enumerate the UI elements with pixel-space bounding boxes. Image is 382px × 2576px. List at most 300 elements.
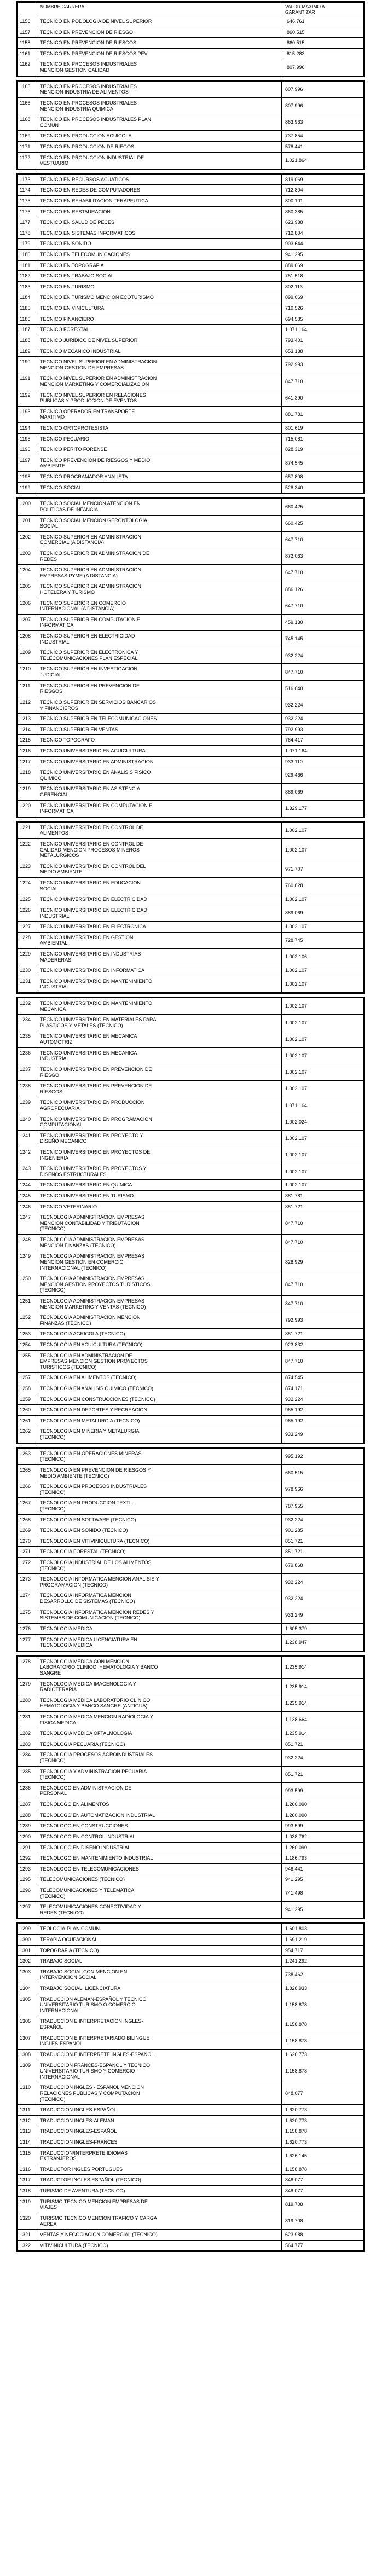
- career-name-text: TECNICO UNIVERSITARIO EN GESTION AMBIENTAL: [40, 934, 134, 946]
- table-row: [18, 131, 364, 142]
- table-row: [18, 1201, 364, 1212]
- table-row: [18, 1536, 364, 1547]
- career-name-text: TECNICO EN REHABILITACION TERAPEUTICA: [40, 198, 148, 204]
- career-name-text: TECNOLOGIA EN DEPORTES Y RECREACION: [40, 1407, 148, 1413]
- career-value-cell: 932.224: [282, 1394, 364, 1405]
- table-row: [18, 1842, 364, 1853]
- table-row: [18, 581, 364, 598]
- career-name-cell: [38, 1678, 282, 1695]
- career-code-cell: 1192: [18, 390, 38, 406]
- table-row: [18, 16, 364, 27]
- career-name-text: TRABAJO SOCIAL: [40, 1958, 83, 1964]
- career-name-text: TECNICO FINANCIERO: [40, 316, 94, 322]
- table-row: [18, 1863, 364, 1874]
- table-row: [18, 1405, 364, 1416]
- career-name-text: TECNICO VETERINARIO: [40, 1203, 97, 1209]
- career-code-cell: 1301: [18, 1945, 38, 1956]
- career-code-cell: 1258: [18, 1383, 38, 1394]
- career-name-text: TECNICO NIVEL SUPERIOR EN ADMINISTRACION MENCION GESTION DE EMPRESAS: [40, 359, 157, 371]
- career-value-cell: 995.192: [282, 1448, 364, 1464]
- career-name-text: TECNICO SUPERIOR EN COMERCIO INTERNACIONAL (A DISTANCIA): [40, 600, 126, 612]
- career-name-cell: [38, 1235, 282, 1251]
- career-code-cell: 1208: [18, 631, 38, 647]
- career-value-cell: 745.145: [282, 631, 364, 647]
- table-row: [18, 680, 364, 697]
- career-value-cell: 932.224: [282, 714, 364, 725]
- career-name-cell: [38, 1405, 282, 1416]
- career-name-cell: [38, 1750, 282, 1766]
- career-name-text: TURISMO TECNICO MENCION TRAFICO Y CARGA AEREA: [40, 2215, 157, 2227]
- career-name-text: TECNICO SUPERIOR EN ADMINISTRACION EMPRESAS PYME (A DISTANCIA): [40, 567, 142, 578]
- table-row: [18, 1340, 364, 1351]
- table-row: [18, 444, 364, 455]
- career-code-cell: 1197: [18, 455, 38, 471]
- career-name-cell: [38, 1251, 282, 1273]
- table-row: [18, 1623, 364, 1634]
- career-code-cell: 1306: [18, 2016, 38, 2033]
- career-value-cell: 1.002.107: [282, 1031, 364, 1047]
- career-value-cell: 847.710: [282, 1350, 364, 1373]
- career-name-text: TECNOLOGO EN AUTOMATIZACION INDUSTRIAL: [40, 1812, 155, 1818]
- career-name-text: TECNOLOGO EN ADMINISTRACION DE PERSONAL: [40, 1785, 132, 1797]
- career-name-cell: [38, 335, 282, 346]
- career-name-cell: [38, 1536, 282, 1547]
- career-value-cell: 1.601.803: [282, 1924, 364, 1935]
- table-row: [18, 1558, 364, 1574]
- career-name-text: TECNICO EN PRODUCCION INDUSTRIAL DE VESTUARIO: [40, 154, 144, 166]
- career-code-cell: 1188: [18, 335, 38, 346]
- table-row: [18, 745, 364, 756]
- career-name-cell: [38, 1448, 282, 1464]
- table-row: [18, 2164, 364, 2175]
- career-name-cell: [38, 206, 282, 217]
- career-name-cell: [38, 1383, 282, 1394]
- career-name-text: TELECOMUNICACIONES,CONECTIVIDAD Y REDES (TECNICO): [40, 1904, 141, 1915]
- career-name-text: TECNOLOGO EN ALIMENTOS: [40, 1802, 109, 1808]
- section-table: [18, 174, 364, 494]
- career-name-cell: [38, 1885, 282, 1901]
- career-value-cell: 1.235.914: [282, 1695, 364, 1711]
- career-name-text: TECNOLOGIA INFORMATICA MENCION DESARROLLO DE SISTEMAS (TECNICO): [40, 1593, 135, 1605]
- career-code-cell: 1224: [18, 878, 38, 894]
- table-row: [18, 196, 364, 207]
- career-code-cell: 1176: [18, 206, 38, 217]
- career-name-cell: [38, 1514, 282, 1525]
- career-name-text: TECNOLOGIA MEDICA: [40, 1625, 93, 1631]
- career-code-cell: 1317: [18, 2175, 38, 2186]
- career-code-cell: 1309: [18, 2060, 38, 2082]
- career-name-cell: [38, 346, 282, 357]
- career-value-cell: 641.390: [282, 390, 364, 406]
- career-name-text: TECNICO OPERADOR EN TRANSPORTE MARITIMO: [40, 408, 135, 420]
- career-name-text: TECNOLOGIA EN ADMINISTRACION DE EMPRESAS MENCION GESTION PROYECTOS TURISTICOS (TECNICO): [40, 1352, 148, 1370]
- career-name-cell: [38, 1656, 282, 1678]
- career-name-text: TECNICO EN TURISMO: [40, 283, 95, 290]
- table-row: [18, 423, 364, 434]
- career-value-cell: 993.599: [282, 1821, 364, 1832]
- career-code-cell: 1286: [18, 1782, 38, 1799]
- career-name-text: TECNICO SUPERIOR EN ADMINISTRACION COMERCIAL (A DISTANCIA): [40, 534, 142, 546]
- career-name-text: TECNOLOGIA ADMINISTRACION EMPRESAS MENCION FINANZAS (TECNICO): [40, 1237, 145, 1248]
- career-name-cell: [38, 1728, 282, 1739]
- career-name-text: TRADUCCION E INTERPRETARIADO BILINGUE INGLES-ESPAÑOL: [40, 2035, 150, 2047]
- career-value-cell: 764.417: [282, 735, 364, 746]
- career-name-text: TECNOLOGIA PECUARIA (TECNICO): [40, 1741, 125, 1747]
- career-code-cell: 1308: [18, 2049, 38, 2060]
- career-name-cell: [38, 664, 282, 680]
- table-row: [18, 1394, 364, 1405]
- career-code-cell: 1194: [18, 423, 38, 434]
- career-value-cell: 1.260.090: [282, 1810, 364, 1821]
- career-value-cell: 1.235.914: [282, 1728, 364, 1739]
- career-name-cell: [38, 131, 282, 142]
- section-table: [18, 1448, 364, 1651]
- career-code-cell: 1259: [18, 1394, 38, 1405]
- career-code-cell: 1312: [18, 2115, 38, 2126]
- career-code-cell: 1222: [18, 839, 38, 861]
- career-name-cell: [38, 1831, 282, 1842]
- career-code-cell: 1206: [18, 598, 38, 614]
- career-value-cell: 802.113: [282, 281, 364, 292]
- career-value-cell: 1.002.107: [282, 1047, 364, 1064]
- career-name-cell: [38, 499, 282, 515]
- career-name-text: TECNOLOGO EN CONTROL INDUSTRIAL: [40, 1833, 136, 1839]
- table-row: [18, 822, 364, 838]
- table-row: [18, 433, 364, 444]
- career-name-text: TECNICO NIVEL SUPERIOR EN RELACIONES PUBLICAS Y PRODUCCION DE EVENTOS: [40, 392, 146, 404]
- career-value-cell: 954.717: [282, 1945, 364, 1956]
- career-name-text: TECNICO PROGRAMADOR ANALISTA: [40, 474, 128, 480]
- table-row: [18, 1782, 364, 1799]
- table-row: [18, 1180, 364, 1191]
- career-name-cell: [38, 228, 282, 239]
- career-value-cell: 694.585: [282, 314, 364, 325]
- career-code-cell: 1226: [18, 905, 38, 921]
- career-name-text: TECNICO UNIVERSITARIO EN INDUSTRIAS MADERERAS: [40, 951, 141, 963]
- career-name-text: TECNICO EN SONIDO: [40, 241, 91, 247]
- career-name-cell: [38, 1464, 282, 1481]
- table-row: [18, 1114, 364, 1130]
- career-name-text: TECNICO UNIVERSITARIO EN PROYECTOS Y DISEÑOS ESTRUCTURALES: [40, 1166, 147, 1177]
- career-name-cell: [38, 1558, 282, 1574]
- career-code-cell: 1255: [18, 1350, 38, 1373]
- table-row: [18, 59, 364, 76]
- career-name-cell: [38, 152, 282, 169]
- career-value-cell: 528.340: [282, 482, 364, 493]
- career-code-cell: 1261: [18, 1415, 38, 1426]
- career-code-cell: 1322: [18, 2240, 38, 2251]
- career-name-cell: [38, 2175, 282, 2186]
- career-code-cell: 1217: [18, 756, 38, 767]
- career-value-cell: 751.518: [282, 271, 364, 282]
- table-section: [16, 1, 365, 77]
- career-name-cell: [38, 976, 282, 992]
- career-value-cell: 807.996: [283, 59, 364, 76]
- career-name-cell: [38, 998, 282, 1015]
- career-name-cell: [38, 861, 282, 877]
- career-value-cell: 787.955: [282, 1498, 364, 1514]
- career-value-cell: 712.804: [282, 228, 364, 239]
- career-code-cell: 1175: [18, 196, 38, 207]
- career-value-cell: 1.002.107: [282, 922, 364, 933]
- table-row: [18, 1695, 364, 1711]
- career-name-cell: [38, 1415, 282, 1426]
- table-row: [18, 2060, 364, 2082]
- career-value-cell: 738.462: [282, 1966, 364, 1983]
- career-name-text: TECNICO SUPERIOR EN ADMINISTRACION HOTELERA Y TURISMO: [40, 583, 142, 595]
- career-code-cell: 1201: [18, 515, 38, 531]
- career-code-cell: 1318: [18, 2186, 38, 2197]
- career-value-cell: 516.040: [282, 680, 364, 697]
- career-name-cell: [38, 1163, 282, 1180]
- career-code-cell: 1232: [18, 998, 38, 1015]
- career-code-cell: 1313: [18, 2126, 38, 2137]
- career-name-cell: [38, 1373, 282, 1383]
- table-row: [18, 1590, 364, 1607]
- table-row: [18, 2175, 364, 2186]
- table-row: [18, 271, 364, 282]
- career-code-cell: 1230: [18, 965, 38, 976]
- career-name-text: TRADUCCION FRANCES-ESPAÑOL Y TECNICO UNIVERSITARIO TURISMO Y COMERCIO INTERNACIONAL: [40, 2062, 151, 2080]
- career-name-text: TECNICO UNIVERSITARIO EN ELECTRICIDAD: [40, 896, 147, 902]
- career-name-text: TECNICO MECANICO INDUSTRIAL: [40, 348, 121, 354]
- career-name-text: VENTAS Y NEGOCIACION COMERCIAL (TECNICO): [40, 2232, 158, 2238]
- career-value-cell: 792.993: [282, 724, 364, 735]
- career-name-text: TECNICO EN PROCESOS INDUSTRIALES MENCION INDUSTRIA DE ALIMENTOS: [40, 83, 137, 95]
- career-name-cell: [38, 1340, 282, 1351]
- career-value-cell: 792.993: [282, 1312, 364, 1329]
- career-code-cell: 1266: [18, 1481, 38, 1498]
- table-row: [18, 314, 364, 325]
- table-row: [18, 499, 364, 515]
- table-row: [18, 141, 364, 152]
- career-name-cell: [38, 1924, 282, 1935]
- career-name-cell: [38, 2060, 282, 2082]
- career-name-cell: [38, 433, 282, 444]
- career-name-cell: [38, 27, 283, 38]
- career-value-cell: 646.761: [283, 16, 364, 27]
- career-name-cell: [38, 1212, 282, 1235]
- career-value-cell: 1.002.107: [282, 839, 364, 861]
- career-code-cell: 1219: [18, 784, 38, 800]
- table-row: [18, 2049, 364, 2060]
- career-code-cell: 1276: [18, 1623, 38, 1634]
- career-value-cell: 737.854: [282, 131, 364, 142]
- table-row: [18, 2213, 364, 2229]
- career-value-cell: 941.295: [282, 1902, 364, 1918]
- career-code-cell: 1247: [18, 1212, 38, 1235]
- table-row: [18, 2126, 364, 2137]
- career-code-cell: 1182: [18, 271, 38, 282]
- career-code-cell: 1162: [18, 59, 38, 76]
- career-value-cell: 872.063: [282, 548, 364, 564]
- career-name-text: TECNOLOGIA INFORMATICA MENCION ANALISIS Y PROGRAMACION (TECNICO): [40, 1576, 159, 1588]
- career-code-cell: 1186: [18, 314, 38, 325]
- table-row: [18, 2240, 364, 2251]
- table-row: [18, 1373, 364, 1383]
- career-name-cell: [38, 1590, 282, 1607]
- career-name-text: TECNOLOGO EN MANTENIMIENTO INDUSTRIAL: [40, 1855, 153, 1861]
- table-section: [16, 997, 365, 1444]
- career-code-cell: 1272: [18, 1558, 38, 1574]
- career-name-text: TEOLOGIA-PLAN COMUN: [40, 1926, 100, 1932]
- career-value-cell: 1.002.107: [282, 1015, 364, 1031]
- career-name-cell: [38, 325, 282, 335]
- career-code-cell: 1292: [18, 1853, 38, 1864]
- career-code-cell: 1283: [18, 1739, 38, 1750]
- career-value-cell: 932.224: [282, 1750, 364, 1766]
- career-code-cell: 1174: [18, 185, 38, 196]
- career-name-cell: [38, 2240, 282, 2251]
- career-value-cell: 847.710: [282, 664, 364, 680]
- career-name-text: TECNICO UNIVERSITARIO EN MANTENIMIENTO MECANICA: [40, 1000, 153, 1012]
- career-name-text: TECNICO UNIVERSITARIO EN MECANICA INDUSTRIAL: [40, 1050, 137, 1062]
- career-value-cell: 1.002.107: [282, 1147, 364, 1163]
- career-name-text: TECNOLOGIA MEDICA OFTALMOLOGIA: [40, 1730, 132, 1736]
- table-section: [16, 1447, 365, 1652]
- table-row: [18, 800, 364, 817]
- career-name-text: TECNOLOGIA Y ADMINISTRACION PECUARIA (TECNICO): [40, 1768, 147, 1780]
- career-name-text: TECNICO PECUARIO: [40, 436, 90, 442]
- career-name-cell: [38, 2186, 282, 2197]
- table-row: [18, 1130, 364, 1147]
- career-name-text: TECNOLOGIA EN ALIMENTOS (TECNICO): [40, 1375, 137, 1381]
- table-row: [18, 114, 364, 131]
- career-value-cell: 941.295: [282, 1874, 364, 1885]
- table-row: [18, 878, 364, 894]
- career-value-cell: 1.620.773: [282, 2115, 364, 2126]
- career-value-cell: 1.138.664: [282, 1711, 364, 1728]
- career-name-text: TECNOLOGIA INFORMATICA MENCION REDES Y SISTEMAS DE COMUNICACION (TECNICO): [40, 1609, 154, 1621]
- table-row: [18, 373, 364, 390]
- career-name-cell: [38, 1711, 282, 1728]
- career-name-text: TURISMO TECNICO MENCION EMPRESAS DE VIAJES: [40, 2198, 148, 2210]
- career-name-text: TRABAJO SOCIAL CON MENCION EN INTERVENCION SOCIAL: [40, 1969, 128, 1981]
- table-row: [18, 239, 364, 250]
- career-code-cell: 1242: [18, 1147, 38, 1163]
- career-code-cell: 1228: [18, 932, 38, 948]
- header-name-cell: [38, 3, 283, 16]
- career-value-cell: 1.158.878: [282, 2033, 364, 2049]
- career-name-text: TECNOLOGIA PROCESOS AGROINDUSTRIALES (TECNICO): [40, 1752, 153, 1764]
- career-name-cell: [38, 531, 282, 548]
- table-row: [18, 1656, 364, 1678]
- table-row: [18, 1329, 364, 1340]
- career-value-cell: 660.425: [282, 515, 364, 531]
- career-name-cell: [38, 1983, 282, 1994]
- career-value-cell: 860.515: [283, 27, 364, 38]
- career-name-text: TECNICO EN TOPOGRAFIA: [40, 262, 104, 268]
- career-name-text: TECNOLOGIA EN OPERACIONES MINERAS (TECNICO): [40, 1450, 142, 1462]
- career-code-cell: 1245: [18, 1191, 38, 1202]
- career-table: [16, 1, 365, 2252]
- career-code-cell: 1251: [18, 1295, 38, 1312]
- table-row: [18, 2115, 364, 2126]
- career-name-text: TECNICO EN PROCESOS INDUSTRIALES PLAN COMUN: [40, 117, 152, 128]
- career-name-text: TECNICO EN PODOLOGIA DE NIVEL SUPERIOR: [40, 19, 152, 25]
- career-code-cell: 1178: [18, 228, 38, 239]
- career-value-cell: 903.644: [282, 239, 364, 250]
- career-value-cell: 623.988: [282, 217, 364, 228]
- career-code-cell: 1218: [18, 767, 38, 784]
- career-name-text: TECNICO SUPERIOR EN VENTAS: [40, 726, 118, 732]
- career-code-cell: 1229: [18, 948, 38, 965]
- career-name-text: TECNICO UNIVERSITARIO EN MATERIALES PARA PLASTICOS Y METALES (TECNICO): [40, 1017, 157, 1028]
- section-table: [18, 1656, 364, 1919]
- table-row: [18, 281, 364, 292]
- table-row: [18, 724, 364, 735]
- career-value-cell: 728.745: [282, 932, 364, 948]
- career-code-cell: 1236: [18, 1047, 38, 1064]
- career-value-cell: 860.515: [283, 38, 364, 49]
- career-name-text: TELECOMUNICACIONES Y TELEMATICA (TECNICO): [40, 1887, 134, 1899]
- career-name-cell: [38, 565, 282, 581]
- career-code-cell: 1231: [18, 976, 38, 992]
- career-name-text: TECNICO EN TRABAJO SOCIAL: [40, 273, 114, 279]
- table-row: [18, 1525, 364, 1536]
- career-name-text: TECNICO UNIVERSITARIO EN PROYECTO Y DISEÑO MECANICO: [40, 1132, 143, 1144]
- career-value-cell: 851.721: [282, 1201, 364, 1212]
- career-name-cell: [38, 581, 282, 598]
- career-name-cell: [38, 81, 282, 97]
- career-code-cell: 1304: [18, 1983, 38, 1994]
- career-name-cell: [38, 2049, 282, 2060]
- section-table: [18, 1923, 364, 2251]
- career-name-cell: [38, 2082, 282, 2105]
- career-value-cell: 1.620.773: [282, 2105, 364, 2116]
- table-row: [18, 1935, 364, 1946]
- career-name-cell: [38, 444, 282, 455]
- career-code-cell: 1271: [18, 1547, 38, 1558]
- career-code-cell: 1293: [18, 1863, 38, 1874]
- table-row: [18, 631, 364, 647]
- career-name-cell: [38, 2115, 282, 2126]
- career-name-text: TRADUCCION INGLES-ALEMAN: [40, 2117, 114, 2123]
- career-value-cell: 993.599: [282, 1782, 364, 1799]
- career-name-cell: [38, 1853, 282, 1864]
- table-section: [16, 821, 365, 994]
- career-name-text: TECNOLOGIA EN METALURGIA (TECNICO): [40, 1417, 140, 1423]
- career-code-cell: 1303: [18, 1966, 38, 1983]
- career-code-cell: 1263: [18, 1448, 38, 1464]
- career-name-text: TECNICO EN TURISMO MENCION ECOTURISMO: [40, 294, 154, 300]
- career-value-cell: 1.071.164: [282, 745, 364, 756]
- career-name-cell: [38, 714, 282, 725]
- table-row: [18, 2186, 364, 2197]
- career-value-cell: 923.832: [282, 1340, 364, 1351]
- table-row: [18, 932, 364, 948]
- career-name-cell: [38, 472, 282, 483]
- table-row: [18, 647, 364, 664]
- career-name-cell: [38, 800, 282, 817]
- section-table: [18, 81, 364, 169]
- career-code-cell: 1239: [18, 1097, 38, 1114]
- career-code-cell: 1274: [18, 1590, 38, 1607]
- career-name-cell: [38, 2230, 282, 2241]
- career-name-cell: [38, 1994, 282, 2016]
- career-name-text: TECNICO UNIVERSITARIO EN ELECTRICIDAD INDUSTRIAL: [40, 907, 147, 919]
- career-name-cell: [38, 455, 282, 471]
- table-row: [18, 228, 364, 239]
- career-name-cell: [38, 141, 282, 152]
- career-value-cell: 1.002.024: [282, 1114, 364, 1130]
- career-name-text: TECNICO SOCIAL MENCION GERONTOLOGIA SOCIAL: [40, 517, 147, 529]
- table-row: [18, 472, 364, 483]
- career-name-cell: [38, 767, 282, 784]
- career-name-text: TECNOLOGIA EN PROCESOS INDUSTRIALES (TECNICO): [40, 1484, 147, 1495]
- career-value-cell: 1.002.107: [282, 822, 364, 838]
- career-code-cell: 1238: [18, 1081, 38, 1097]
